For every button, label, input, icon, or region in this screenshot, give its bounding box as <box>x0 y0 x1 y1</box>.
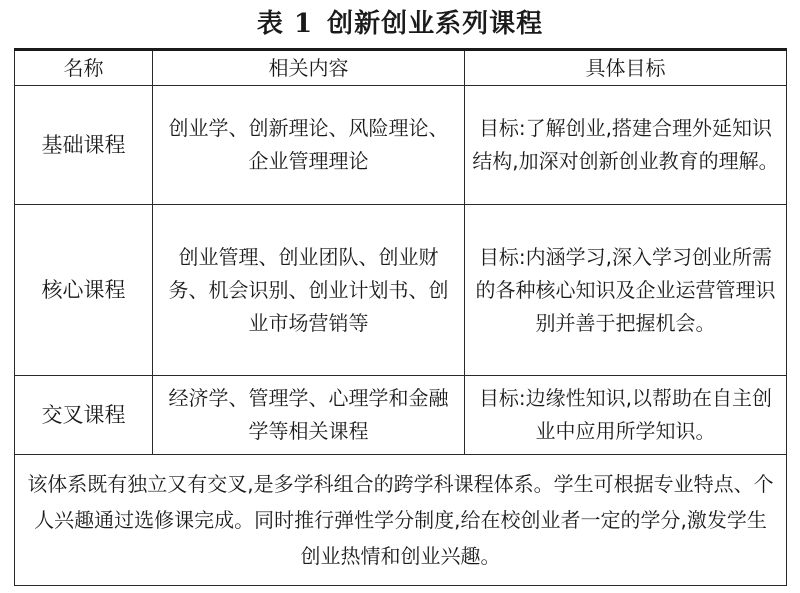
table-row <box>15 86 787 205</box>
row-name: 基础课程 <box>15 86 153 205</box>
row-name: 交叉课程 <box>15 376 153 455</box>
row-goal: 目标:了解创业,搭建合理外延知识结构,加深对创新创业教育的理解。 <box>465 86 787 205</box>
header-content: 相关内容 <box>153 50 465 86</box>
row-content: 经济学、管理学、心理学和金融学等相关课程 <box>153 376 465 455</box>
table-summary: 该体系既有独立又有交叉,是多学科组合的跨学科课程体系。学生可根据专业特点、个人兴趣通过选修课完成。同时推行弹性学分制度,给在校创业者一定的学分,激发学生创业热情和创业兴趣。 <box>15 455 787 586</box>
summary-row <box>15 455 787 586</box>
table-number: 表 1 <box>256 9 314 39</box>
table-title: 创新创业系列课程 <box>327 9 544 39</box>
row-name: 核心课程 <box>15 205 153 376</box>
table-caption <box>0 4 800 44</box>
table-header-row <box>15 50 787 86</box>
table-row <box>15 205 787 376</box>
row-content: 创业管理、创业团队、创业财务、机会识别、创业计划书、创业市场营销等 <box>153 205 465 376</box>
row-goal: 目标:内涵学习,深入学习创业所需的各种核心知识及企业运营管理识别并善于把握机会。 <box>465 205 787 376</box>
table-row <box>15 376 787 455</box>
row-content: 创业学、创新理论、风险理论、企业管理理论 <box>153 86 465 205</box>
row-goal: 目标:边缘性知识,以帮助在自主创业中应用所学知识。 <box>465 376 787 455</box>
header-name: 名称 <box>15 50 153 86</box>
header-goal: 具体目标 <box>465 50 787 86</box>
course-table-container <box>14 48 786 586</box>
course-table <box>14 48 787 586</box>
